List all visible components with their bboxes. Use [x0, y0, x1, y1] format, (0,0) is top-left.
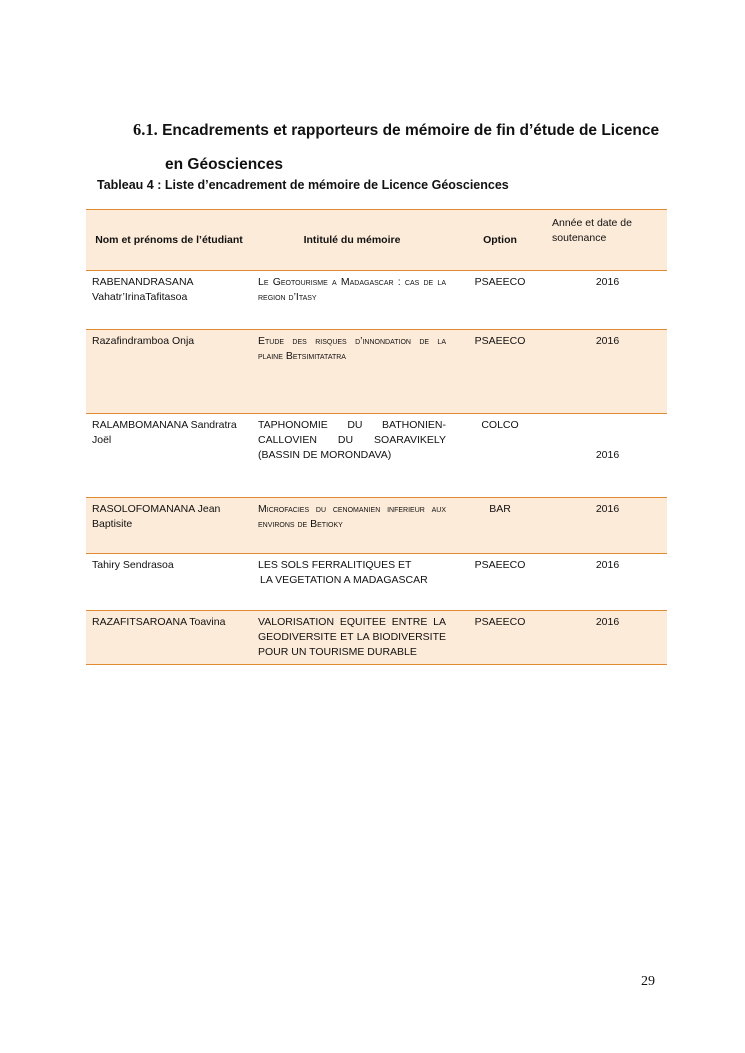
row-title: Microfacies du cenomanien inferieur aux environs de Betioky	[252, 498, 452, 554]
table-row	[86, 414, 667, 498]
row-year: 2016	[548, 330, 667, 414]
table-row	[86, 330, 667, 414]
table-row	[86, 271, 667, 330]
row-option: BAR	[452, 498, 548, 554]
row-title: Etude des risques d’innondation de la plaine Betsimitatatra	[252, 330, 452, 414]
table-header-row	[86, 210, 667, 271]
header-year: Année et date de soutenance	[548, 210, 667, 271]
row-year: 2016	[548, 498, 667, 554]
row-name: RABENANDRASANA Vahatr’IrinaTafitasoa	[86, 271, 252, 330]
supervision-table	[86, 209, 667, 665]
section-number: 6.1.	[133, 120, 158, 139]
row-title: Le Geotourisme a Madagascar : cas de la region d’Itasy	[252, 271, 452, 330]
section-title-line2: en Géosciences	[165, 156, 284, 173]
row-option: PSAEECO	[452, 554, 548, 611]
row-title-line2: LA VEGETATION A MADAGASCAR	[260, 574, 428, 586]
header-option: Option	[452, 210, 548, 271]
section-title-line1: Encadrements et rapporteurs de mémoire de fin d’étude de Licence	[162, 122, 660, 139]
row-title: TAPHONOMIE DU BATHONIEN-CALLOVIEN DU SOARAVIKELY (BASSIN DE MORONDAVA)	[252, 414, 452, 498]
header-title: Intitulé du mémoire	[252, 210, 452, 271]
table-caption: Tableau 4 : Liste d’encadrement de mémoire de Licence Géosciences	[97, 178, 509, 192]
section-heading	[133, 113, 673, 182]
row-year: 2016	[548, 414, 667, 498]
table-row	[86, 554, 667, 611]
row-title	[252, 554, 452, 611]
row-name: RALAMBOMANANA Sandratra Joël	[86, 414, 252, 498]
row-year: 2016	[548, 611, 667, 665]
row-option: PSAEECO	[452, 330, 548, 414]
row-name: RAZAFITSAROANA Toavina	[86, 611, 252, 665]
row-option: PSAEECO	[452, 611, 548, 665]
row-name: RASOLOFOMANANA Jean Baptisite	[86, 498, 252, 554]
row-year: 2016	[548, 271, 667, 330]
row-option: COLCO	[452, 414, 548, 498]
table-row	[86, 611, 667, 665]
row-title: VALORISATION EQUITEE ENTRE LA GEODIVERSITE ET LA BIODIVERSITE POUR UN TOURISME DURABLE	[252, 611, 452, 665]
table-row	[86, 498, 667, 554]
row-name: Tahiry Sendrasoa	[86, 554, 252, 611]
row-title-line1: LES SOLS FERRALITIQUES ET	[258, 559, 412, 571]
page-number: 29	[641, 974, 655, 989]
row-name: Razafindramboa Onja	[86, 330, 252, 414]
header-name: Nom et prénoms de l’étudiant	[86, 210, 252, 271]
row-year: 2016	[548, 554, 667, 611]
row-option: PSAEECO	[452, 271, 548, 330]
